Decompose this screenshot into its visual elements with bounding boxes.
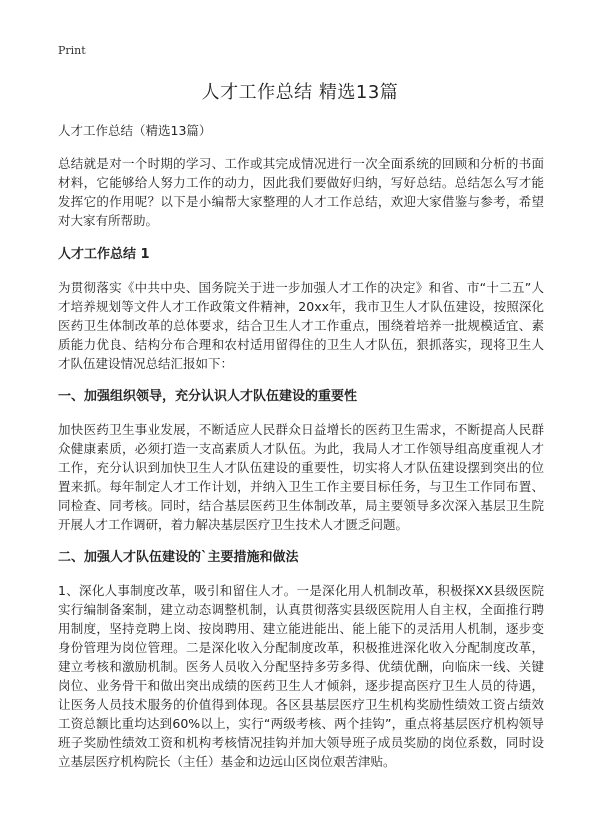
intro-paragraph: 总结就是对一个时期的学习、工作或其完成情况进行一次全面系统的回顾和分析的书面材料，它能够给人努力工作的动力，因此我们要做好归纳，写好总结。总结怎么写才能发挥它的作用呢？以下是小编帮大家整理的人才工作总结，欢迎大家借鉴与参考，希望对大家有所帮助。 (58, 156, 544, 228)
print-link[interactable]: Print (58, 44, 86, 57)
heading-part-two: 二、加强人才队伍建设的`主要措施和做法 (58, 550, 299, 565)
part-two-paragraph: 1、深化人事制度改革，吸引和留住人才。一是深化用人机制改革，积极探XX县级医院实行编制备案制，建立动态调整机制，认真贯彻落实县级医院用人自主权，全面推行聘用制度，坚持竞聘上岗、按岗聘用、建立能进能出、能上能下的灵活用人机制，逐步变身份管理为岗位管理。二是深化收入分配制度改革，积极推进深化收入分配制度改革，建立考核和激励机制。医务人员收入分配坚持多劳多得、优绩优酬，向临床一线、关键岗位、业务骨干和做出突出成绩的医药卫生人才倾斜，逐步提高医疗卫生人员的待遇，让医务人员技术服务的价值得到体现。各区县基层医疗卫生机构奖励性绩效工资占绩效工资总额比重均达到60%以上，实行“两级考核、两个挂钩”，重点将基层医疗机构领导班子奖励性绩效工资和机构考核情况挂钩并加大领导班子成员奖励的岗位系数，同时设立基层医疗机构院长（主任）基金和边远山区岗位艰苦津贴。 (58, 583, 544, 769)
document-body (58, 122, 544, 771)
heading-part-one: 一、加强组织领导，充分认识人才队伍建设的重要性 (58, 389, 358, 404)
page-title: 人才工作总结 精选13篇 (201, 82, 399, 103)
part-one-paragraph: 加快医药卫生事业发展，不断适应人民群众日益增长的医药卫生需求，不断提高人民群众健康素质，必须打造一支高素质人才队伍。为此，我局人才工作领导组高度重视人才工作，充分认识到加快卫生人才队伍建设的重要性，切实将人才队伍建设摆到突出的位置来抓。每年制定人才工作计划，并纳入卫生工作主要目标任务，与卫生工作同布置、同检查、同考核。同时，结合基层医药卫生体制改革，局主要领导多次深入基层卫生院开展人才工作调研，着力解决基层医疗卫生技术人才匮乏问题。 (58, 422, 544, 532)
section-heading-1: 人才工作总结 1 (58, 247, 150, 262)
document-subtitle: 人才工作总结（精选13篇） (58, 123, 212, 138)
section1-paragraph: 为贯彻落实《中共中央、国务院关于进一步加强人才工作的决定》和省、市“十二五”人才培养规划等文件人才工作政策文件精神，20xx年，我市卫生人才队伍建设，按照深化医药卫生体制改革的总体要求，结合卫生人才工作重点，围绕着培养一批规模适宜、素质能力优良、结构分布合理和农村适用留得住的卫生人才队伍，狠抓落实，现将卫生人才队伍建设情况总结汇报如下： (58, 280, 544, 371)
